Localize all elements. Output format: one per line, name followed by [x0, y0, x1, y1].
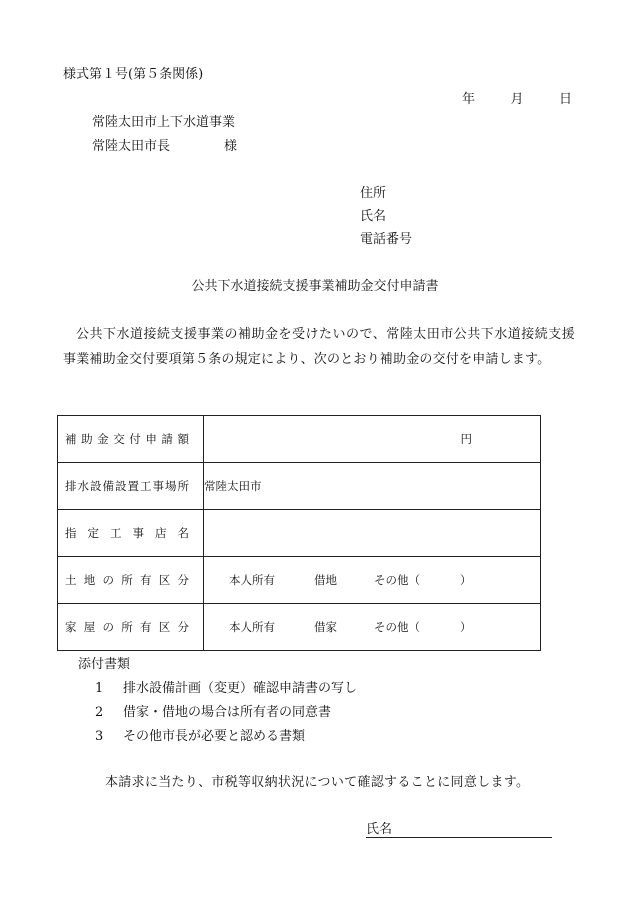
label-char: 交	[113, 432, 125, 446]
label-char: 事	[152, 479, 164, 493]
table-row	[58, 557, 541, 604]
location-label-text	[65, 478, 189, 494]
land-option-close: ）	[460, 573, 472, 587]
house-option-rented[interactable]: 借家	[314, 620, 337, 634]
date-year-label: 年	[462, 92, 476, 107]
consent-statement: 本請求に当たり、市税等収納状況について確認することに同意します。	[105, 775, 530, 790]
label-char: 額	[177, 432, 189, 446]
table-row	[58, 463, 541, 510]
land-option-leased[interactable]: 借地	[314, 573, 337, 587]
label-char: 備	[102, 479, 114, 493]
applicant-name-label: 氏名	[360, 209, 387, 224]
label-char: 金	[97, 432, 109, 446]
form-number: 様式第１号(第５条関係)	[63, 67, 204, 82]
label-char: 補	[65, 432, 77, 446]
label-char: 助	[81, 432, 93, 446]
label-char: 排	[65, 479, 77, 493]
label-char: 付	[129, 432, 141, 446]
house-label-text	[65, 619, 189, 635]
label-char: 設	[115, 479, 127, 493]
date-month-label: 月	[510, 92, 524, 107]
label-char: の	[102, 573, 114, 587]
table-row	[58, 510, 541, 557]
attachment-item	[95, 706, 331, 719]
row-label-location	[58, 463, 204, 510]
attachment-text: 排水設備計画（変更）確認申請書の写し	[123, 681, 358, 696]
label-char: 所	[121, 620, 133, 634]
house-option-own[interactable]: 本人所有	[229, 620, 275, 634]
attachment-text: 借家・借地の場合は所有者の同意書	[123, 705, 332, 720]
location-field[interactable]	[204, 463, 541, 510]
addressee-honorific: 様	[224, 139, 238, 154]
body-paragraph: 公共下水道接続支援事業の補助金を受けたいので、常陸太田市公共下水道接続支援事業補助金交付要項第５条の規定により、次のとおり補助金の交付を申請します。	[63, 327, 575, 367]
label-char: 分	[177, 573, 189, 587]
label-char: の	[102, 620, 114, 634]
label-char: 土	[65, 573, 77, 587]
label-char: 所	[177, 479, 189, 493]
label-char: 名	[177, 526, 189, 540]
applicant-address-label: 住所	[360, 186, 387, 201]
label-char: 分	[177, 620, 189, 634]
amount-field[interactable]	[204, 416, 541, 463]
label-char: 区	[158, 620, 171, 634]
addressee-mayor: 常陸太田市長	[92, 139, 171, 154]
label-char: 置	[127, 479, 139, 493]
label-char: 区	[158, 573, 171, 587]
label-char: 店	[155, 526, 167, 540]
yen-unit: 円	[460, 432, 472, 446]
label-char: 工	[110, 526, 122, 540]
attachment-item	[95, 682, 357, 695]
contractor-label-text	[65, 525, 189, 541]
label-char: 定	[87, 526, 99, 540]
label-char: 場	[165, 479, 177, 493]
label-char: 地	[83, 573, 96, 587]
attachments-title: 添付書類	[78, 657, 131, 672]
label-char: 指	[65, 526, 77, 540]
attachment-number: 1	[95, 681, 104, 696]
table-row	[58, 604, 541, 651]
date-day-label: 日	[558, 92, 572, 107]
land-option-own[interactable]: 本人所有	[229, 573, 275, 587]
label-char: 請	[161, 432, 173, 446]
row-label-contractor	[58, 510, 204, 557]
label-char: 屋	[83, 620, 96, 634]
date-line	[462, 93, 572, 106]
label-char: 申	[145, 432, 157, 446]
signature-label: 氏名	[366, 822, 393, 837]
label-char: 有	[140, 573, 152, 587]
applicant-phone-label: 電話番号	[360, 232, 413, 247]
attachment-text: その他市長が必要と認める書類	[123, 729, 306, 744]
amount-label-text	[65, 431, 189, 447]
application-table	[57, 415, 541, 651]
addressee-line-2	[92, 140, 237, 153]
table-row	[58, 416, 541, 463]
row-label-amount	[58, 416, 204, 463]
label-char: 設	[90, 479, 102, 493]
label-char: 所	[121, 573, 133, 587]
row-label-land	[58, 557, 204, 604]
addressee-line-1: 常陸太田市上下水道事業	[92, 115, 236, 130]
row-label-house	[58, 604, 204, 651]
land-options	[204, 557, 541, 604]
label-char: 工	[140, 479, 152, 493]
land-label-text	[65, 572, 189, 588]
attachment-number: 3	[95, 729, 104, 744]
label-char: 有	[140, 620, 152, 634]
attachment-item	[95, 730, 305, 743]
label-char: 家	[65, 620, 77, 634]
signature-line[interactable]	[366, 837, 552, 838]
contractor-field[interactable]	[204, 510, 541, 557]
location-value: 常陸太田市	[204, 479, 262, 493]
attachment-number: 2	[95, 705, 104, 720]
label-char: 事	[132, 526, 144, 540]
house-options	[204, 604, 541, 651]
label-char: 水	[77, 479, 89, 493]
house-option-close: ）	[460, 620, 472, 634]
land-option-other[interactable]: その他（	[374, 573, 420, 587]
document-title: 公共下水道接続支援事業補助金交付申請書	[191, 279, 439, 294]
house-option-other[interactable]: その他（	[374, 620, 420, 634]
